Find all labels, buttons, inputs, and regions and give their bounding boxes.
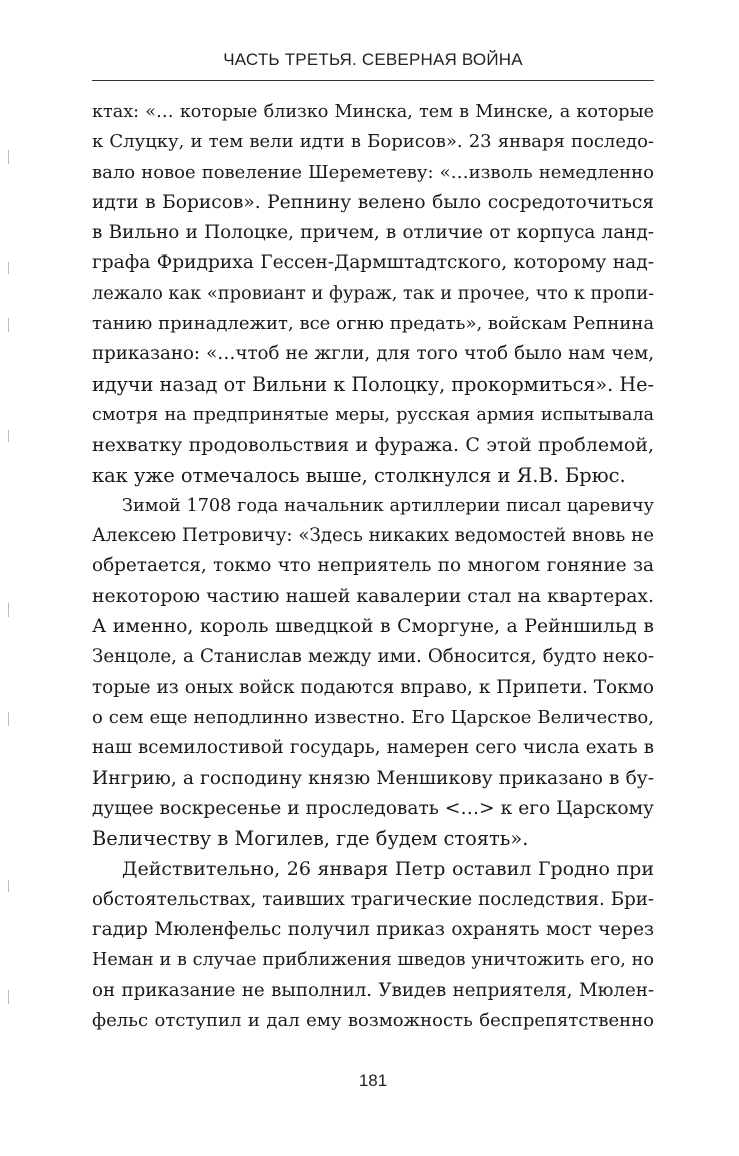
- text-line: Зимой 1708 года начальник артиллерии писал царевичу: [122, 495, 654, 516]
- text-line: графа Фридриха Гессен-Дармштадтского, которому над-: [92, 252, 654, 274]
- text-line: танию принадлежит, все огню предать», войскам Репнина: [92, 313, 655, 335]
- scan-margin-mark: [8, 150, 9, 164]
- text-line: нехватку продовольствия и фуража. С этой проблемой,: [92, 434, 654, 457]
- text-line: торые из оных войск подаются вправо, к Припети. Токмо: [92, 676, 654, 698]
- scan-margin-mark: [8, 318, 9, 332]
- running-head: ЧАСТЬ ТРЕТЬЯ. СЕВЕРНАЯ ВОЙНА: [223, 50, 523, 69]
- text-line: вало новое повеление Шереметеву: «…изволь немедленно: [92, 161, 654, 183]
- text-line: как уже отмечалось выше, столкнулся и Я.В. Брюс.: [92, 463, 626, 487]
- text-line: смотря на предпринятые меры, русская армия испытывала: [92, 404, 654, 425]
- text-line: Зенцоле, а Станислав между ими. Обносится, будто неко-: [92, 646, 654, 668]
- text-line: некоторою частию нашей кавалерии стал на квартерах.: [92, 585, 654, 607]
- header-rule: [92, 80, 654, 81]
- text-line: Неман и в случае приближения шведов уничтожить его, но: [92, 950, 654, 971]
- text-line: Алексею Петровичу: «Здесь никаких ведомостей вновь не: [92, 525, 654, 547]
- text-line: Величеству в Могилев, где будем стоять».: [92, 827, 529, 851]
- scan-margin-mark: [8, 880, 9, 892]
- scan-margin-mark: [8, 712, 9, 726]
- text-line: ктах: «… которые близко Минска, тем в Минске, а которые: [92, 102, 654, 122]
- text-line: обстоятельствах, таивших трагические последствия. Бри-: [92, 888, 654, 910]
- text-line: лежало как «провиант и фураж, так и прочее, что к пропи-: [92, 282, 655, 304]
- scan-margin-mark: [8, 262, 9, 274]
- text-line: приказано: «…чтоб не жгли, для того чтоб было нам чем,: [92, 343, 654, 365]
- scan-margin-mark: [8, 990, 9, 1004]
- text-line: в Вильно и Полоцке, причем, в отличие от корпуса ланд-: [92, 222, 654, 244]
- text-line: фельс отступил и дал ему возможность беспрепятственно: [92, 1009, 654, 1031]
- text-line: идучи назад от Вильни к Полоцку, прокормиться». Не-: [92, 372, 654, 396]
- scan-margin-mark: [8, 603, 9, 617]
- text-line: А именно, король шведцкой в Сморгуне, а Рейншильд в: [92, 616, 654, 638]
- text-line: наш всемилостивой государь, намерен сего числа ехать в: [92, 737, 654, 759]
- scan-margin-mark: [8, 430, 9, 442]
- text-line: гадир Мюленфельс получил приказ охранять мост через: [92, 919, 654, 941]
- text-line: Действительно, 26 января Петр оставил Гродно при: [122, 858, 654, 881]
- text-line: он приказание не выполнил. Увидев неприятеля, Мюлен-: [92, 979, 654, 1001]
- text-line: идти в Борисов». Репнину велено было сосредоточиться: [92, 191, 654, 213]
- text-line: к Слуцку, и тем вели идти в Борисов». 23 января последо-: [92, 131, 654, 153]
- text-line: дущее воскресенье и проследовать <…> к его Царскому: [92, 797, 654, 819]
- body-text: [92, 97, 654, 1036]
- page-number: 181: [358, 1071, 388, 1090]
- text-line: о сем еще неподлинно известно. Его Царское Величество,: [92, 706, 654, 728]
- text-line: Ингрию, а господину князю Меншикову приказано в бу-: [92, 767, 654, 789]
- text-line: обретается, токмо что неприятель по многом гоняние за: [92, 555, 654, 577]
